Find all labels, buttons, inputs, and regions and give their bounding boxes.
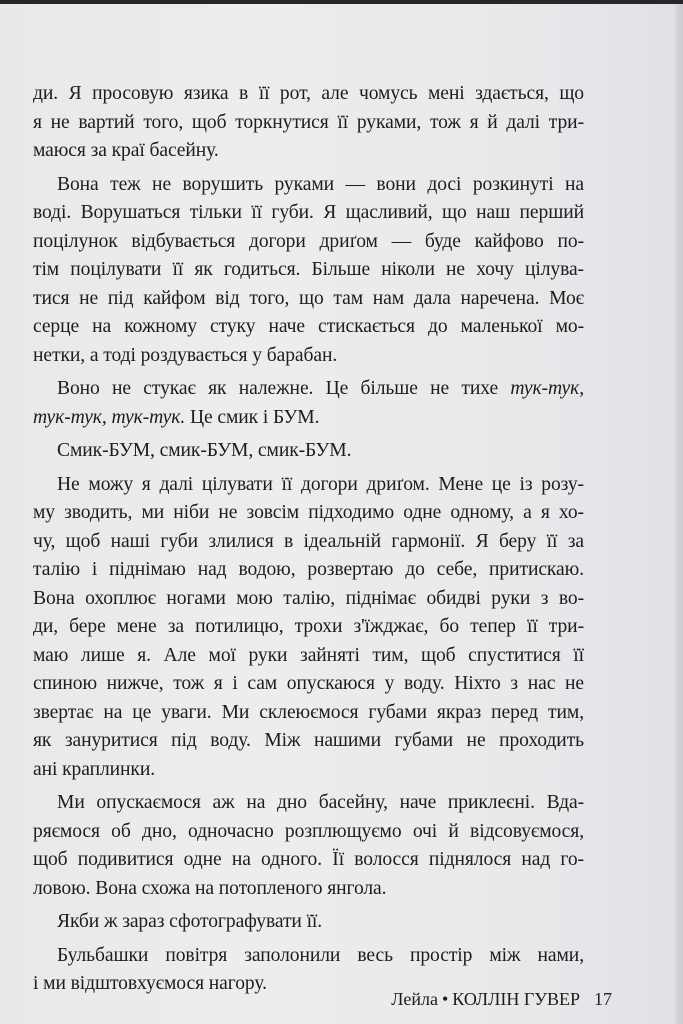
text-line: Ми опускаємося аж на дно басейну, наче приклеєні. Вда-: [57, 792, 584, 813]
text-line: щоб подивитися одне на одного. Її волосся піднялося над го-: [33, 849, 584, 870]
book-page: [0, 4, 683, 1024]
text-line: ди, бере мене за потилицю, трохи з'їжджає, бо тепер її три-: [33, 616, 584, 637]
text-line: ряємося об дно, одночасно розплющуємо очі й відсовуємося,: [33, 820, 584, 842]
text-line: Не можу я далі цілувати її догори дриґом. Мене це із розу-: [57, 473, 584, 495]
paragraph-7: [33, 908, 584, 937]
italic-run: тук-тук, тук-тук.: [33, 406, 186, 428]
page-edge-shadow: [675, 4, 683, 1024]
text-line: маю лише я. Але мої руки зайняті тим, щоб спуститися її: [33, 644, 584, 666]
text-line: Якби ж зараз сфотографувати її.: [57, 911, 323, 932]
text-line: поцілунок відбувається догори дриґом — буде кайфово по-: [33, 230, 584, 252]
text-line: [33, 404, 584, 433]
text-line: чу, щоб наші губи злилися в ідеальній гармонії. Я беру її за: [33, 530, 584, 552]
text-line: нетки, а тоді роздувається у барабан.: [33, 344, 338, 366]
text-line: ди. Я просовую язика в її рот, але чомусь мені здається, що: [33, 83, 584, 104]
paragraph-3: [33, 375, 584, 432]
text-line: Смик-БУМ, смик-БУМ, смик-БУМ.: [57, 440, 352, 461]
text-line: тім поцілувати її як годиться. Більше ніколи не хочу цілува-: [33, 259, 584, 280]
text-line: Бульбашки повітря заполонили весь простір між нами,: [57, 944, 584, 966]
text-line: маюся за краї басейну.: [33, 140, 219, 161]
paragraph-5: [33, 471, 584, 785]
text-line: звертає на це уваги. Ми склеюємося губами якраз перед тим,: [33, 701, 584, 723]
text-line: тися не під кайфом від того, що там нам дала наречена. Моє: [33, 287, 584, 309]
text-line: му зводить, ми ніби не зовсім підходимо одне одному, а я хо-: [33, 502, 584, 523]
text-run: Це смик і БУМ.: [185, 406, 320, 428]
italic-run: тук-тук,: [510, 378, 584, 399]
author-name: КОЛЛІН ГУВЕР: [452, 989, 580, 1009]
text-line: спиною нижче, тож я і сам опускаюся у воду. Ніхто з нас не: [33, 673, 584, 694]
book-title: Лейла: [391, 989, 438, 1009]
text-line: Вона охоплює ногами мою талію, піднімає обидві руки з во-: [33, 587, 584, 609]
text-line: Вона теж не ворушить руками — вони досі розкинуті на: [57, 173, 584, 195]
text-line: талію і піднімаю над водою, розвертаю до себе, притискаю.: [33, 559, 584, 580]
text-line: як зануритися під воду. Між нашими губами не проходить: [33, 730, 584, 751]
bullet-separator: •: [441, 989, 449, 1009]
text-line: воді. Ворушаться тільки її губи. Я щасливий, що наш перший: [33, 202, 584, 223]
text-line: я не вартий того, щоб торкнутися її руками, тож я й далі три-: [33, 111, 584, 133]
paragraph-1: [33, 80, 584, 166]
text-run: Воно не стукає як належне. Це більше не тихе: [57, 378, 511, 399]
text-line: ані краплинки.: [33, 758, 156, 780]
text-line: ловою. Вона схожа на потопленого янгола.: [33, 877, 387, 899]
page-body-text: [33, 80, 584, 1004]
text-line: [33, 375, 584, 404]
paragraph-6: [33, 789, 584, 903]
paragraph-2: [33, 171, 584, 371]
page-number: 17: [594, 989, 612, 1009]
text-line: серце на кожному стуку наче стискається до маленької мо-: [33, 316, 584, 337]
text-line: і ми відштовхуємося нагору.: [33, 973, 267, 994]
paragraph-4: [33, 437, 584, 466]
running-footer: [0, 989, 612, 1010]
